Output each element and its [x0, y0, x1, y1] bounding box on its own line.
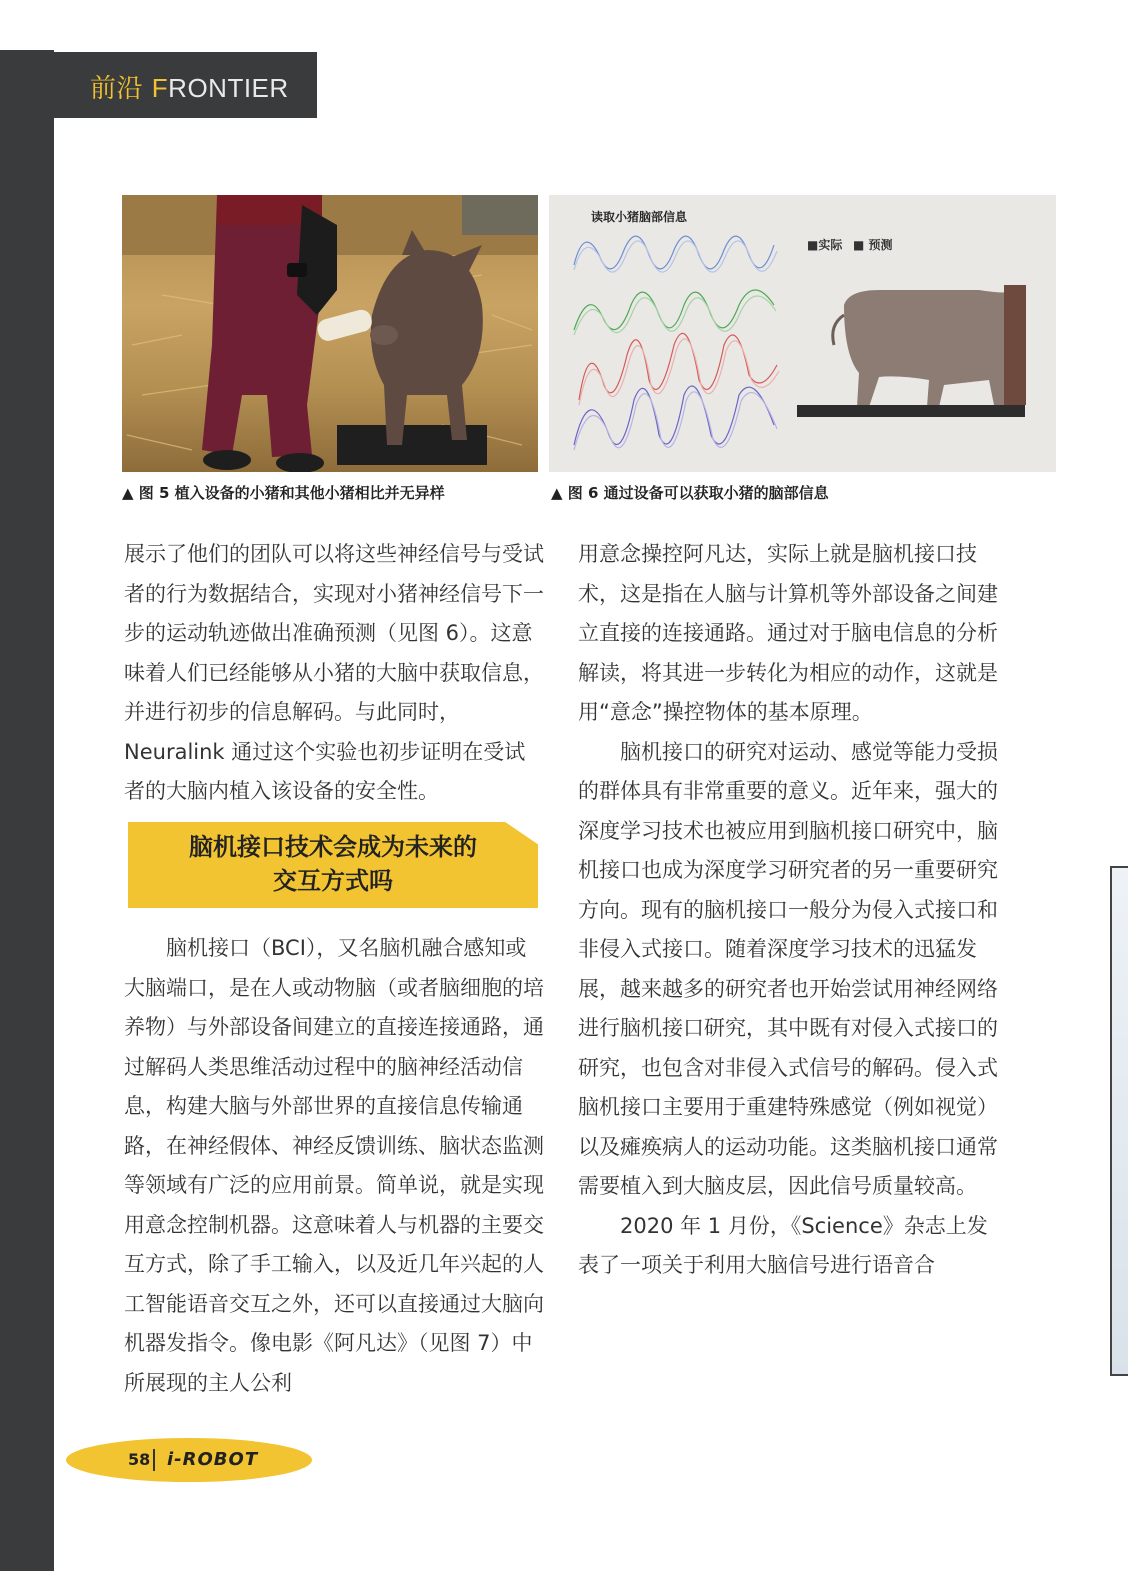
- footer-divider: [153, 1449, 155, 1471]
- paragraph: 展示了他们的团队可以将这些神经信号与受试者的行为数据结合，实现对小猪神经信号下一步的运动轨迹做出准确预测（见图 6）。这意味着人们已经能够从小猪的大脑中获取信息，并进行初步的信息解码。与此同时，Neuralink 通过这个实验也初步证明在受试者的大脑内植入该设备的安全性。: [124, 542, 544, 803]
- pig-photo-illustration: [122, 195, 538, 472]
- section-heading-line-2: 交互方式吗: [273, 867, 393, 895]
- legend-actual: ■实际: [807, 238, 843, 252]
- column-1-bottom-text: [124, 929, 544, 1403]
- figure-6-inset-title: 读取小猪脑部信息: [591, 210, 688, 224]
- column-2-text: [578, 535, 998, 1286]
- section-heading: [128, 830, 538, 898]
- brain-signal-illustration: [549, 195, 1056, 472]
- section-header: [90, 68, 289, 105]
- figure-5-photo: [122, 195, 538, 472]
- margin-sidebar-decoration: [1110, 866, 1128, 1376]
- section-title-en-initial: F: [151, 73, 169, 103]
- section-title-cn: 前沿: [90, 74, 144, 104]
- paragraph: 脑机接口（BCI），又名脑机融合感知或大脑端口，是在人或动物脑（或者脑细胞的培养物）与外部设备间建立的直接连接通路，通过解码人类思维活动过程中的脑神经活动信息，构建大脑与外部世界的直接信息传输通路，在神经假体、神经反馈训练、脑状态监测等领域有广泛的应用前景。简单说，就是实现用意念控制机器。这意味着人与机器的主要交互方式，除了手工输入，以及近几年兴起的人工智能语音交互之外，还可以直接通过大脑向机器发指令。像电影《阿凡达》（见图 7）中所展现的主人公利: [124, 936, 544, 1395]
- paragraph: 用意念操控阿凡达，实际上就是脑机接口技术，这是指在人脑与计算机等外部设备之间建立直接的连接通路。通过对于脑电信息的分析解读，将其进一步转化为相应的动作，这就是用“意念”操控物体的基本原理。: [578, 542, 998, 724]
- column-1-top-text: [124, 535, 544, 812]
- legend-predicted: ■ 预测: [853, 238, 893, 252]
- figure-6-image: [549, 195, 1056, 472]
- left-sidebar-bar: [0, 50, 54, 1571]
- figure-6-caption: ▲ 图 6 通过设备可以获取小猪的脑部信息: [551, 484, 829, 502]
- figure-5-caption: ▲ 图 5 植入设备的小猪和其他小猪相比并无异样: [122, 484, 445, 502]
- section-title-en: RONTIER: [168, 73, 289, 103]
- magazine-brand: i-ROBOT: [167, 1449, 259, 1470]
- section-heading-line-1: 脑机接口技术会成为未来的: [189, 833, 477, 861]
- paragraph: 2020 年 1 月份，《Science》杂志上发表了一项关于利用大脑信号进行语音合: [578, 1213, 988, 1277]
- paragraph: 脑机接口的研究对运动、感觉等能力受损的群体具有非常重要的意义。近年来，强大的深度学习技术也被应用到脑机接口研究中，脑机接口也成为深度学习研究者的另一重要研究方向。现有的脑机接口一般分为侵入式接口和非侵入式接口。随着深度学习技术的迅猛发展，越来越多的研究者也开始尝试用神经网络进行脑机接口研究，其中既有对侵入式接口的研究，也包含对非侵入式信号的解码。侵入式脑机接口主要用于重建特殊感觉（例如视觉）以及瘫痪病人的运动功能。这类脑机接口通常需要植入到大脑皮层，因此信号质量较高。: [578, 739, 998, 1198]
- page-number: 58: [128, 1450, 151, 1469]
